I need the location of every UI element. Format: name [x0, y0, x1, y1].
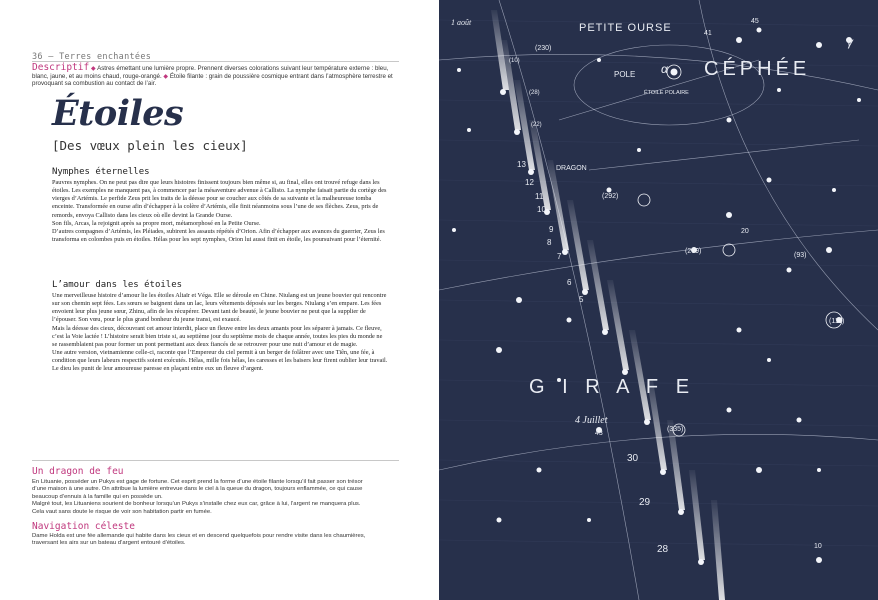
star-number: 7: [557, 252, 562, 261]
star-number: (269): [685, 248, 702, 255]
descriptif-text-1: Astres émettant une lumière propre. Prennent diverses colorations suivant leur température externe : bleu, blanc, jaune, et au moins chaud, rouge-orangé.: [32, 65, 389, 80]
section-body-nymphes: [52, 179, 389, 244]
label-petite-ourse: PETITE OURSE: [579, 22, 672, 34]
bullet-icon: ◆: [90, 65, 98, 72]
star-number: (230): [535, 45, 552, 52]
star-number: 29: [639, 497, 651, 508]
star-number: (292): [602, 193, 619, 200]
star-number: 30: [627, 453, 639, 464]
section-body-amour: [52, 292, 389, 374]
paragraph: Malgré tout, les Lituaniens sourient de bonheur lorsqu’un Pukys s’installe chez eux car, grâce à lui, l’argent ne manquera plus. Cela vaut sans doute le risque de voir son habitation partir en fumée.: [32, 501, 361, 515]
star-number: (22): [531, 122, 542, 128]
star-number: 11: [535, 192, 544, 201]
star-number: 43: [595, 430, 603, 437]
label-juillet: 4 Juillet: [575, 415, 608, 426]
label-gamma: γ: [847, 35, 853, 49]
label-girafe: G I R A F E: [529, 376, 696, 398]
label-cephee: CÉPHÉE: [704, 58, 811, 80]
star-number: 6: [567, 278, 572, 287]
star-number: 5: [579, 295, 584, 304]
paragraph: Une autre version, vietnamienne celle-ci, raconte que l’Empereur du ciel permit à un berger de folâtrer avec une Tiên, une fée, à condition que leurs labeurs respectifs soient exécutés. Hélas, mille fois hélas, les caresses et les baisers leur firent oublier leur travail. Le dieu les punit de leur amoureuse paresse en plaçant entre eux un fleuve d’argent.: [52, 349, 388, 373]
paragraph: Mais la déesse des cieux, découvrant cet amour interdit, place un fleuve entre les deux amants pour les séparer à jamais. Ce fleuve, c’est la Voie lactée ! L’histoire serait bien triste si, au septième jour du septième mois de chaque année, toutes les pies du monde ne se rassemblaient pas pour former un pont permettant aux deux fiancés de se retrouver pour une nuit d’amour et de magie.: [52, 324, 383, 348]
label-dragon: DRAGON: [556, 165, 587, 172]
star-number: 9: [549, 225, 554, 234]
star-number: 10: [814, 543, 822, 550]
star-map-illustration: [439, 0, 878, 600]
running-head: 36 – Terres enchantées: [32, 52, 152, 62]
label-aout: 1 août: [451, 18, 472, 27]
descriptif-text-2: Étoile filante : grain de poussière cosmique entrant dans l’atmosphère terrestre et provoquant sa combustion au contact de l’air.: [32, 72, 393, 88]
star-number: 12: [525, 178, 534, 187]
paragraph: En Lituanie, posséder un Pukys est gage de fortune. Cet esprit prend la forme d’une étoile filante lorsqu’il fait passer son trésor d’une maison à une autre. On attribue la lumière entrevue dans le ciel à la queue du dragon, toujours enflammée, ce qui cause beaucoup d’ennuis à la famille qui en possède un.: [32, 479, 363, 500]
star-number: (10): [509, 58, 520, 64]
star-number: 10: [537, 205, 546, 214]
box-heading-dragon: Un dragon de feu: [32, 466, 124, 477]
sidebar-rule: [32, 460, 399, 461]
paragraph: D’autres compagnes d’Artémis, les Pléiades, subirent les assauts répétés d’Orion. Afin d’échapper aux avances du guerrier, Zeus les transforma en colombes puis en étoiles. Hélas pour les sept nymphes, Orion lui aussi finit en étoile, les poursuivant pour l’éternité.: [52, 227, 385, 244]
label-alpha: α: [661, 62, 668, 76]
star-number: (93): [794, 252, 807, 259]
label-pole: POLE: [614, 70, 636, 79]
star-number: 13: [517, 160, 526, 169]
descriptif-block: [32, 64, 394, 88]
label-etoile-polaire: ÉTOILE POLAIRE: [644, 90, 689, 96]
star-number: (28): [529, 90, 540, 96]
star-number: (335): [667, 426, 684, 433]
box-body-dragon: [32, 479, 372, 516]
descriptif-label: Descriptif: [32, 62, 90, 73]
star-number: 8: [547, 238, 552, 247]
star-number: 28: [657, 544, 669, 555]
star-number: 45: [751, 18, 759, 25]
paragraph: Dame Holda est une fée allemande qui habite dans les cieux et en descend quelquefois pour rendre visite dans les chaumières, traversant les airs sur un bateau d’argent entouré d’étoiles.: [32, 533, 366, 547]
page-title: Étoiles: [52, 93, 184, 134]
paragraph: Son fils, Arcas, la rejoignit après sa propre mort, métamorphosé en la Petite Ourse.: [52, 219, 261, 227]
page-subtitle: [Des vœux plein les cieux]: [52, 138, 248, 153]
star-number: (111): [829, 318, 845, 325]
paragraph: Une merveilleuse histoire d’amour lie les étoiles Altaïr et Véga. Elle se déroule en Chine. Niulang est un jeune bouvier qui rencontre sur son chemin sept fées. Les sœurs se baignent dans un lac, leurs vêtements déposés sur les berges. Niulang s’en empare. Les fées envoient leur plus jeune sœur, Zhinu, afin de les récupérer. Devant tant de beauté, le jeune bouvier ne peut que la supplier de l’épouser. Son vœu, pour le plus grand bonheur du jeune transi, est exaucé.: [52, 292, 387, 324]
box-body-navigation: [32, 533, 372, 548]
star-number: 20: [741, 228, 749, 235]
paragraph: Pauvres nymphes. On ne peut pas dire que leurs histoires finissent toujours bien même si, au final, elles ont trouvé refuge dans les étoiles. Les exemples ne manquent pas, à commencer par la mésaventure advenue à Callisto. La nymphe faisait partie du cortège des vierges d’Artémis. Le perfide Zeus prit les traits de la déesse pour se coucher aux côtés de sa suivante et la malheureuse tomba enceinte. Transformée en ourse afin d’échapper à la colère d’Artémis, elle finit néanmoins sous l’une de ses flèches. Zeus, pris de remords, envoya Callisto dans les cieux où elle devint la Grande Ourse.: [52, 179, 387, 219]
bullet-icon: ◆: [163, 72, 170, 80]
section-heading-nymphes: Nymphes éternelles: [52, 167, 150, 177]
star-number: 41: [704, 30, 712, 37]
section-heading-amour: L’amour dans les étoiles: [52, 280, 183, 290]
box-heading-navigation: Navigation céleste: [32, 521, 135, 532]
